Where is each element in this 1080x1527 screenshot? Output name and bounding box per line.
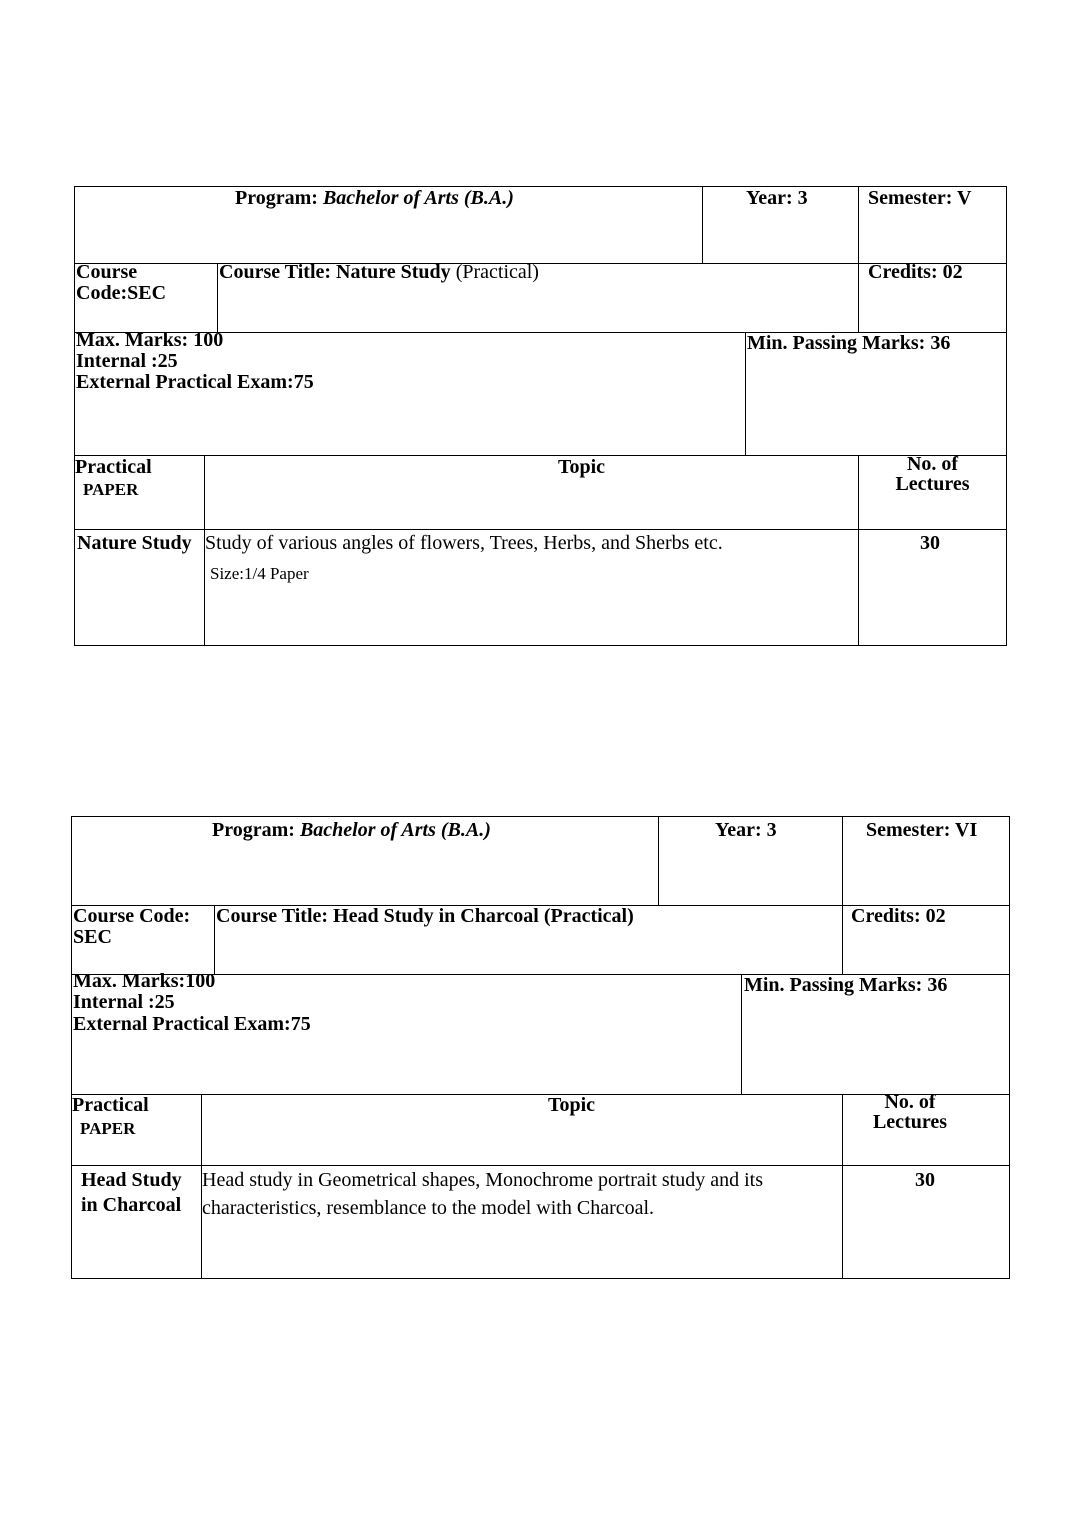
external-marks-text: External Practical Exam:75	[76, 371, 314, 393]
course-title-normal: (Practical)	[450, 261, 539, 283]
topic-line1: Head study in Geometrical shapes, Monochrome portrait study and its	[202, 1169, 763, 1191]
min-passing-text: Min. Passing Marks: 36	[747, 332, 951, 354]
year-text: Year: 3	[715, 819, 777, 841]
header-paper-line1: Practical	[75, 456, 152, 478]
program-label: Program:	[235, 187, 318, 209]
semester-text: Semester: V	[868, 187, 972, 209]
header-topic-text: Topic	[558, 456, 606, 478]
course-code-line2: Code:SEC	[76, 282, 167, 304]
header-paper-line2: PAPER	[83, 480, 139, 499]
header-lectures-line1: No. of	[884, 1091, 936, 1113]
topic-line2: Size:1/4 Paper	[210, 564, 309, 583]
paper-name-line2: in Charcoal	[81, 1194, 182, 1216]
program-label: Program:	[212, 819, 295, 841]
course-code-line1: Course	[76, 261, 138, 283]
semester-text: Semester: VI	[866, 819, 978, 841]
topic-line2: characteristics, resemblance to the model with Charcoal.	[202, 1197, 655, 1219]
header-paper-line1: Practical	[72, 1094, 149, 1116]
program-text	[212, 820, 491, 841]
course-code-line2: SEC	[73, 926, 112, 948]
program-value: Bachelor of Arts (B.A.)	[322, 187, 514, 209]
header-paper-line2: PAPER	[80, 1119, 136, 1138]
course-title-bold: Course Title: Nature Study	[219, 261, 451, 283]
course-code-line1: Course Code:	[73, 905, 191, 927]
max-marks-text: Max. Marks: 100	[76, 329, 224, 351]
header-lectures-line2: Lectures	[872, 1111, 948, 1133]
header-topic-text: Topic	[548, 1094, 596, 1116]
course-title-text: Course Title: Head Study in Charcoal (Practical)	[216, 905, 634, 927]
external-marks-text: External Practical Exam:75	[73, 1013, 311, 1035]
header-topic-cell	[204, 455, 859, 530]
year-text: Year: 3	[746, 187, 808, 209]
course-title-text	[219, 262, 539, 283]
program-text	[235, 188, 514, 209]
credits-text: Credits: 02	[851, 905, 946, 927]
paper-name-line1: Head Study	[81, 1169, 182, 1191]
lectures-value: 30	[915, 1169, 935, 1191]
topic-line1: Study of various angles of flowers, Trees, Herbs, and Sherbs etc.	[205, 532, 723, 554]
internal-marks-text: Internal :25	[73, 991, 175, 1013]
program-value: Bachelor of Arts (B.A.)	[299, 819, 491, 841]
max-marks-text: Max. Marks:100	[73, 970, 216, 992]
min-passing-text: Min. Passing Marks: 36	[744, 974, 948, 996]
lectures-value: 30	[920, 532, 940, 554]
credits-text: Credits: 02	[868, 261, 963, 283]
internal-marks-text: Internal :25	[76, 350, 178, 372]
header-lectures-line2: Lectures	[895, 473, 970, 495]
paper-name-text: Nature Study	[77, 532, 192, 554]
header-lectures-line1: No. of	[906, 453, 959, 475]
header-topic-cell	[201, 1094, 843, 1166]
